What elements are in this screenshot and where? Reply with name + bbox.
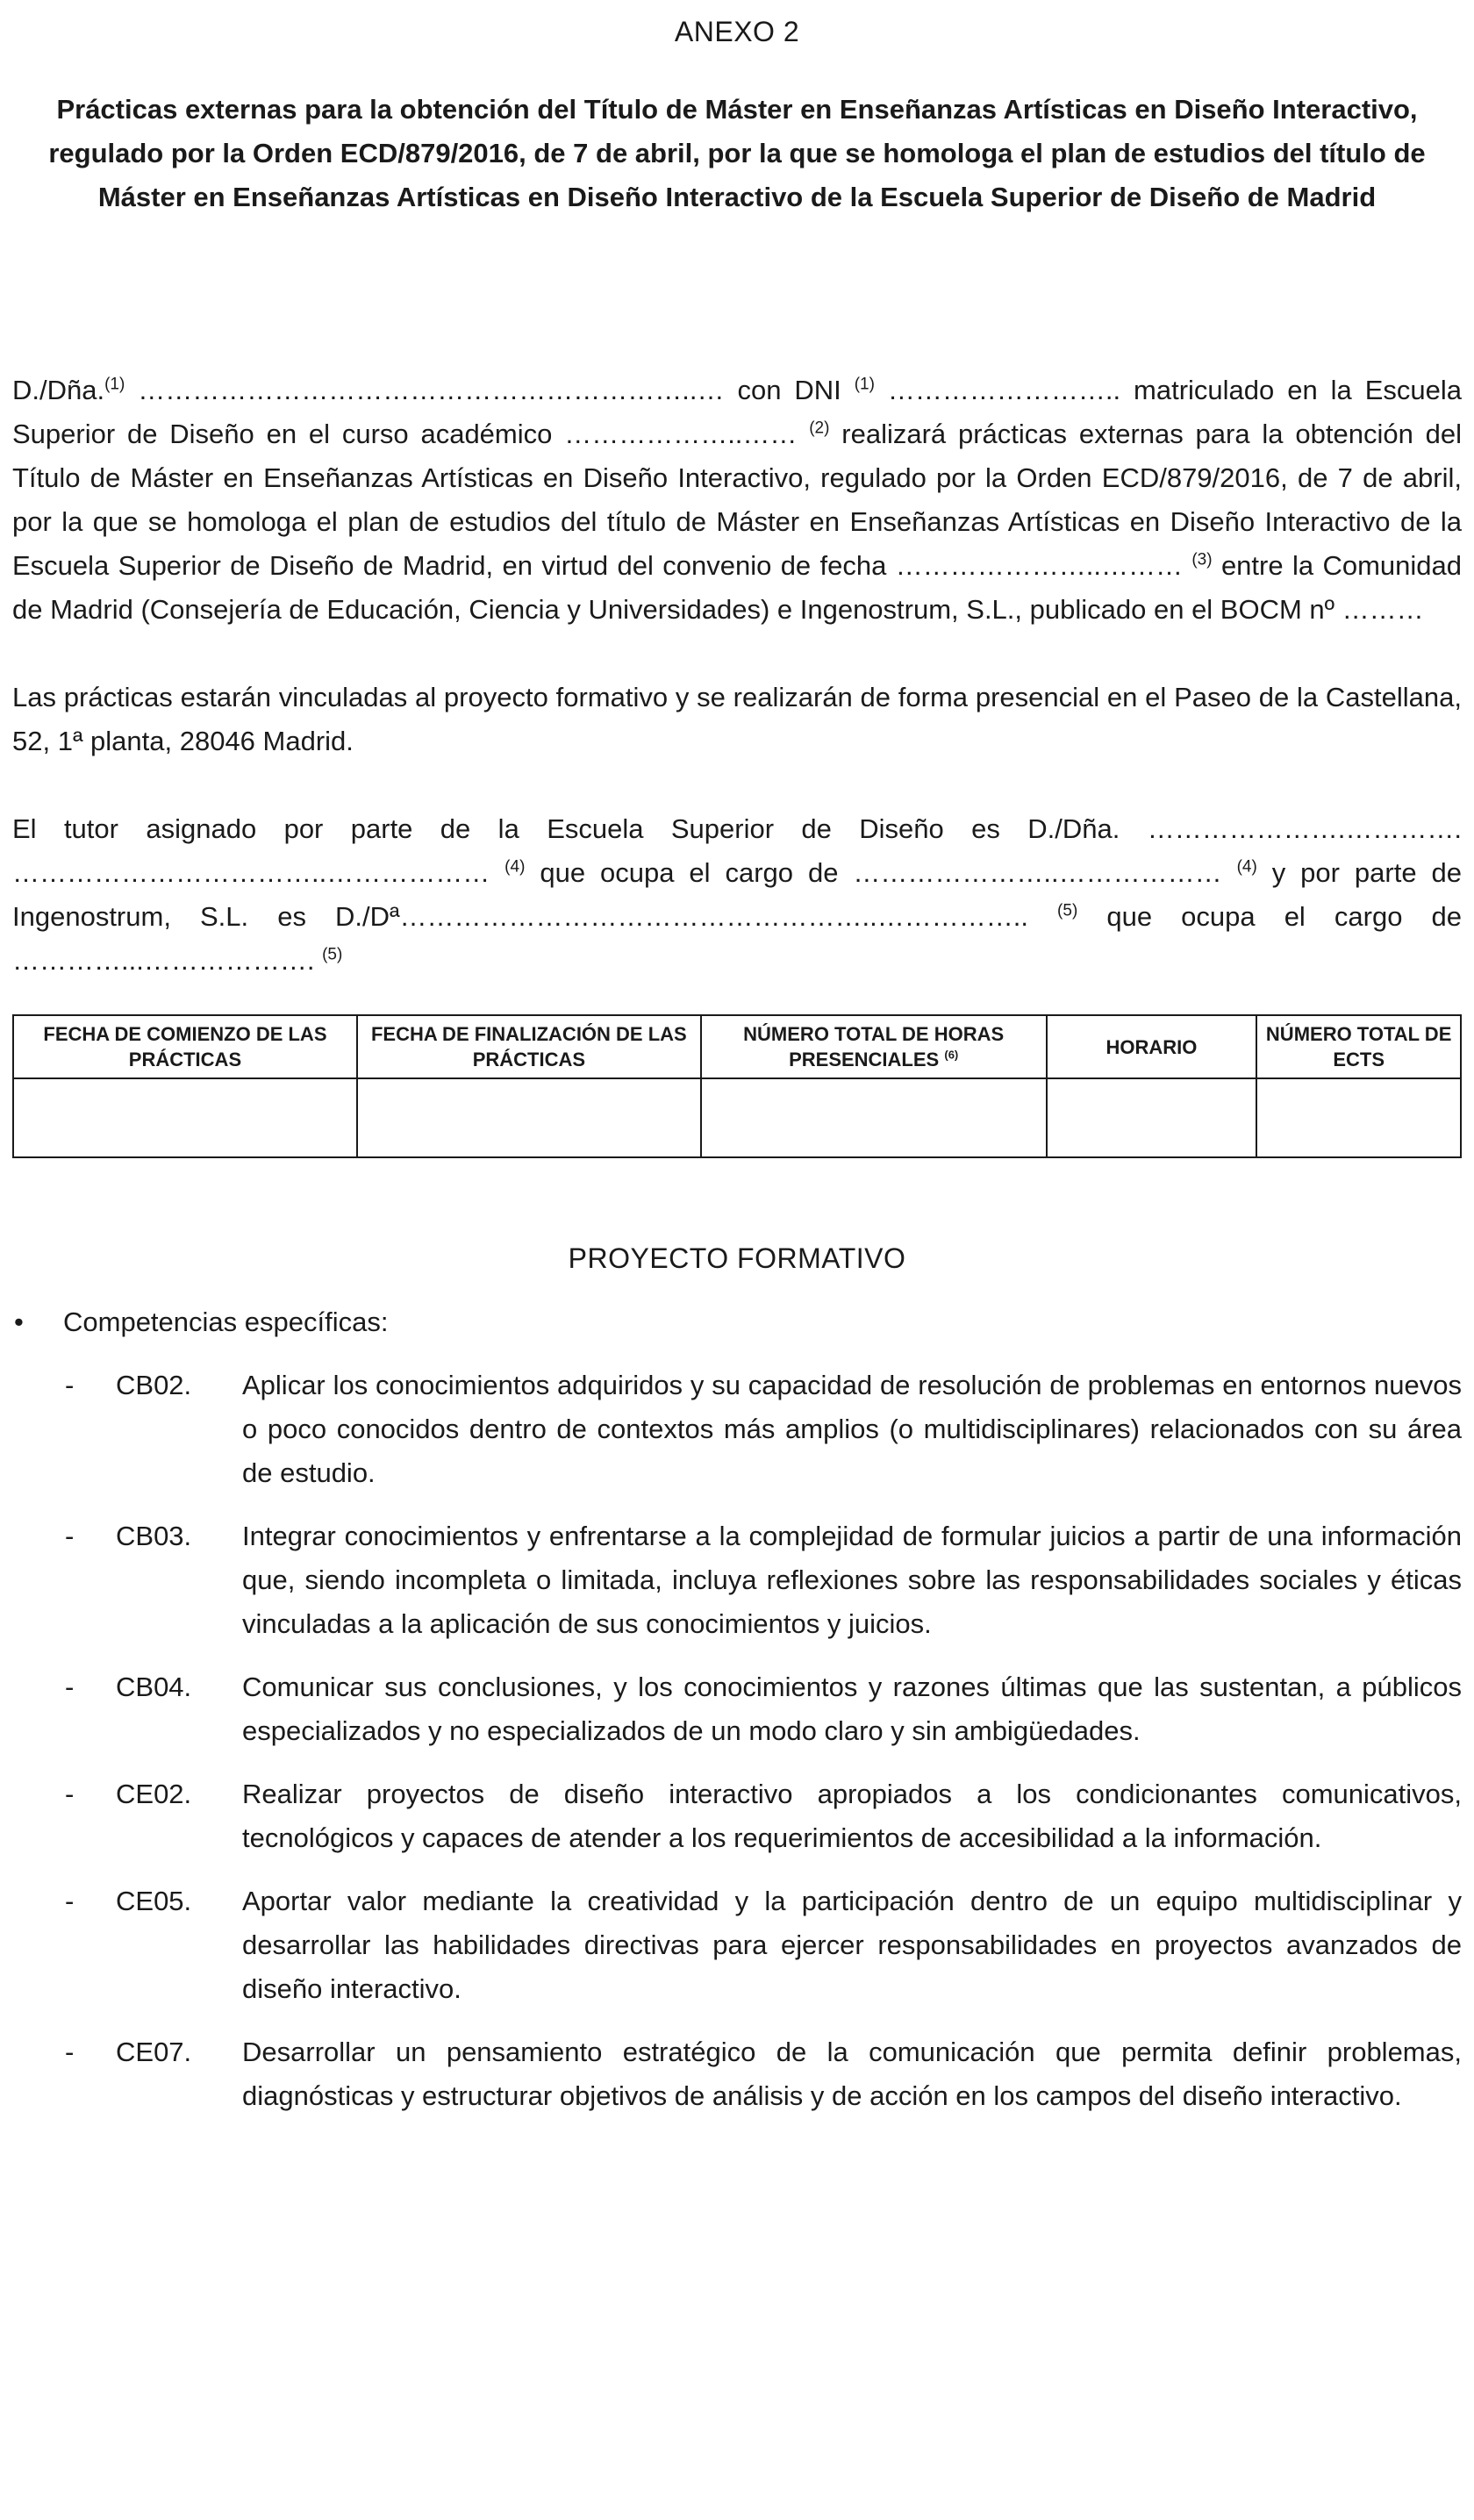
- list-item: [12, 1665, 1462, 1753]
- header-schedule: HORARIO: [1047, 1015, 1257, 1078]
- table-header-row: [13, 1015, 1461, 1078]
- competency-text: Realizar proyectos de diseño interactivo apropiados a los condicionantes comunicativos, tecnológicos y capaces de atender a los requerimientos de accesibilidad a la información.: [242, 1779, 1462, 1853]
- location-paragraph: Las prácticas estarán vinculadas al proyecto formativo y se realizarán de forma presencial en el Paseo de la Castellana, 52, 1ª planta, 28046 Madrid.: [12, 682, 1462, 756]
- list-item: [12, 1514, 1462, 1646]
- competency-text: Desarrollar un pensamiento estratégico de la comunicación que permita definir problemas, diagnósticas y estructurar objetivos de análisis y de acción en los campos del diseño interactivo.: [242, 2037, 1462, 2111]
- document-page: [12, 0, 1462, 2137]
- list-item: [12, 1772, 1462, 1860]
- header-end-date: FECHA DE FINALIZACIÓN DE LAS PRÁCTICAS: [357, 1015, 701, 1078]
- competency-text: Integrar conocimientos y enfrentarse a la complejidad de formular juicios a partir de una información que, siendo incompleta o limitada, incluya reflexiones sobre las responsabilidades sociales y éticas vinculadas a la aplicación de sus conocimientos y juicios.: [242, 1521, 1462, 1639]
- competency-code: CB03.: [116, 1521, 192, 1551]
- cell-start-date[interactable]: [13, 1078, 357, 1157]
- tutor-text-1: El tutor asignado por parte de la Escuela Superior de Diseño es D./Dña. ………………….…………. ……………………………..………………: [12, 813, 1462, 888]
- list-dash: -: [65, 1886, 75, 1916]
- competency-code: CE05.: [116, 1886, 192, 1916]
- section-title: PROYECTO FORMATIVO: [568, 1242, 906, 1274]
- intro-text-2: ……………………………………………………..… con DNI: [125, 375, 855, 405]
- intro-text-4: realizará prácticas externas para la obtención del Título de Máster en Enseñanzas Artísticas en Diseño Interactivo, regulado por la Orden ECD/879/2016, de 7 de abril, por la que se homologa el plan de estudios del título de Máster en Enseñanzas Artísticas en Diseño Interactivo de la Escuela Superior de Diseño de Madrid, en virtud del convenio de fecha …………………..………: [12, 419, 1462, 581]
- competency-text: Aplicar los conocimientos adquiridos y su capacidad de resolución de problemas en entornos nuevos o poco conocidos dentro de contextos más amplios (o multidisciplinares) relacionados con su área de estudio.: [242, 1370, 1462, 1488]
- competency-code: CE07.: [116, 2037, 192, 2067]
- list-dash: -: [65, 1672, 75, 1702]
- footnote-ref-5b: (5): [322, 945, 343, 964]
- tutor-text-2: que ocupa el cargo de …………………..………………: [525, 857, 1237, 888]
- table-row: [13, 1078, 1461, 1157]
- list-item: [12, 1879, 1462, 2011]
- intro-text-1: D./Dña.: [12, 375, 105, 405]
- competency-code: CE02.: [116, 1779, 192, 1809]
- competencies-bullet: [12, 1300, 1462, 1344]
- intro-text-5: entre la Comunidad de Madrid (Consejería de Educación, Ciencia y Universidades) e Ingenostrum, S.L., publicado en el BOCM nº ………: [12, 550, 1463, 625]
- header-total-ects: NÚMERO TOTAL DE ECTS: [1256, 1015, 1461, 1078]
- competency-code: CB04.: [116, 1672, 192, 1702]
- list-dash: -: [65, 1779, 75, 1809]
- annex-title: ANEXO 2: [674, 16, 800, 47]
- tutor-paragraph: [12, 807, 1462, 983]
- list-dash: -: [65, 1521, 75, 1551]
- competency-text: Aportar valor mediante la creatividad y la participación dentro de un equipo multidisciplinar y desarrollar las habilidades directivas para ejercer responsabilidades en proyectos avanzados de diseño interactivo.: [242, 1886, 1462, 2004]
- main-title: Prácticas externas para la obtención del Título de Máster en Enseñanzas Artísticas en Diseño Interactivo, regulado por la Orden ECD/879/2016, de 7 de abril, por la que se homologa el plan de estudios del título de Máster en Enseñanzas Artísticas en Diseño Interactivo de la Escuela Superior de Diseño de Madrid: [48, 94, 1426, 212]
- cell-total-hours[interactable]: [701, 1078, 1047, 1157]
- header-total-hours: [701, 1015, 1047, 1078]
- intro-paragraph: [12, 369, 1462, 632]
- header-total-hours-label: NÚMERO TOTAL DE HORAS PRESENCIALES: [743, 1023, 1005, 1070]
- competencies-list: [12, 1364, 1462, 2118]
- footnote-ref-3: (3): [1191, 550, 1213, 569]
- competency-code: CB02.: [116, 1370, 192, 1400]
- bullet-icon: •: [14, 1307, 24, 1337]
- list-dash: -: [65, 1370, 75, 1400]
- footnote-ref-2: (2): [809, 419, 830, 438]
- list-item: [12, 2030, 1462, 2118]
- tutor-text-4: que ocupa el cargo de …………...……………….: [12, 901, 1462, 976]
- tutor-text-3: y por parte de Ingenostrum, S.L. es D./Dª……………………………………………..……………..: [12, 857, 1462, 932]
- list-item: [12, 1364, 1462, 1495]
- footnote-ref-5: (5): [1057, 901, 1078, 920]
- cell-end-date[interactable]: [357, 1078, 701, 1157]
- footnote-ref-6: (6): [944, 1048, 959, 1062]
- bullet-label: Competencias específicas:: [63, 1307, 389, 1337]
- competency-text: Comunicar sus conclusiones, y los conocimientos y razones últimas que las sustentan, a públicos especializados y no especializados de un modo claro y sin ambigüedades.: [242, 1672, 1462, 1746]
- footnote-ref-4: (4): [504, 857, 526, 877]
- cell-schedule[interactable]: [1047, 1078, 1257, 1157]
- footnote-ref-4b: (4): [1236, 857, 1257, 877]
- list-dash: -: [65, 2037, 75, 2067]
- header-start-date: FECHA DE COMIENZO DE LAS PRÁCTICAS: [13, 1015, 357, 1078]
- cell-total-ects[interactable]: [1256, 1078, 1461, 1157]
- footnote-ref-1: (1): [104, 375, 125, 394]
- internship-dates-table: [12, 1014, 1462, 1158]
- intro-text-3: …………………….. matriculado en la Escuela Superior de Diseño en el curso académico ………………..……: [12, 375, 1462, 449]
- footnote-ref-1b: (1): [854, 375, 875, 394]
